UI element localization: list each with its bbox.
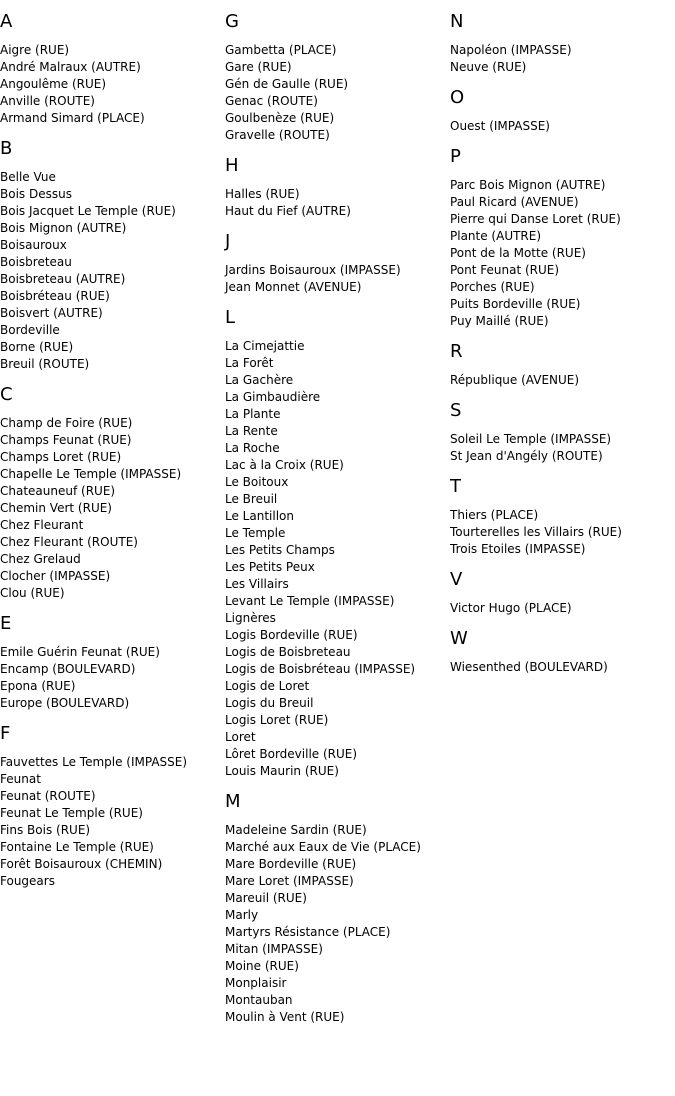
letter-section [450,629,675,676]
street-item: Borne (RUE) [0,340,74,354]
letter-heading: A [0,11,13,32]
street-item: Moulin à Vent (RUE) [225,1010,345,1024]
street-item: Madeleine Sardin (RUE) [225,823,367,837]
street-item: Logis de Boisbréteau (IMPASSE) [225,662,416,676]
street-list [450,659,675,676]
street-item: Logis de Boisbreteau [225,645,351,659]
street-list [0,644,225,712]
street-item: Jardins Boisauroux (IMPASSE) [225,263,401,277]
street-item: Loret [225,730,256,744]
letter-heading: T [450,476,461,497]
street-item: Pont de la Motte (RUE) [450,246,586,260]
street-list [225,262,450,296]
street-item: La Gimbaudière [225,390,321,404]
street-list [450,177,675,330]
street-item: La Forêt [225,356,274,370]
street-item: Feunat [0,772,41,786]
street-item: Victor Hugo (PLACE) [450,601,572,615]
street-item: La Plante [225,407,281,421]
street-item: Armand Simard (PLACE) [0,111,145,125]
street-item: Boisauroux [0,238,67,252]
letter-section [450,147,675,330]
street-item: Fontaine Le Temple (RUE) [0,840,154,854]
street-item: Le Temple [225,526,286,540]
street-item: Boisbreteau (AUTRE) [0,272,126,286]
letter-heading: B [0,138,13,159]
letter-section [0,614,225,712]
street-item: Mareuil (RUE) [225,891,307,905]
street-item: Goulbenèze (RUE) [225,111,335,125]
street-item: Chez Fleurant (ROUTE) [0,535,138,549]
letter-heading: M [225,791,241,812]
letter-heading: P [450,146,461,167]
street-item: Clocher (IMPASSE) [0,569,111,583]
street-item: Neuve (RUE) [450,60,527,74]
street-item: République (AVENUE) [450,373,580,387]
street-item: Boisbreteau [0,255,72,269]
street-list [0,415,225,602]
street-item: Le Boitoux [225,475,289,489]
street-item: Aigre (RUE) [0,43,70,57]
letter-heading: H [225,155,239,176]
street-item: Trois Etoiles (IMPASSE) [450,542,586,556]
street-item: Puy Maillé (RUE) [450,314,549,328]
street-item: Tourterelles les Villairs (RUE) [450,525,622,539]
street-item: Halles (RUE) [225,187,300,201]
street-item: La Roche [225,441,280,455]
letter-section [450,12,675,76]
letter-heading: J [225,231,231,252]
street-item: Clou (RUE) [0,586,65,600]
street-list [225,42,450,144]
street-item: Feunat Le Temple (RUE) [0,806,143,820]
street-item: Soleil Le Temple (IMPASSE) [450,432,612,446]
street-item: Wiesenthed (BOULEVARD) [450,660,608,674]
street-item: Chapelle Le Temple (IMPASSE) [0,467,182,481]
street-item: Angoulême (RUE) [0,77,107,91]
street-item: Bois Jacquet Le Temple (RUE) [0,204,176,218]
street-item: Forêt Boisauroux (CHEMIN) [0,857,163,871]
street-item: Napoléon (IMPASSE) [450,43,572,57]
street-list [225,338,450,780]
street-list [0,42,225,127]
street-list [0,169,225,373]
letter-section [0,724,225,890]
street-item: Genac (ROUTE) [225,94,318,108]
letter-section [0,12,225,127]
street-item: Fauvettes Le Temple (IMPASSE) [0,755,188,769]
street-item: Porches (RUE) [450,280,535,294]
street-item: Encamp (BOULEVARD) [0,662,136,676]
street-item: Feunat (ROUTE) [0,789,96,803]
street-list [450,118,675,135]
street-item: Bois Mignon (AUTRE) [0,221,127,235]
street-item: La Cimejattie [225,339,305,353]
index-column-3 [450,0,675,688]
street-item: Fins Bois (RUE) [0,823,91,837]
street-item: Mare Loret (IMPASSE) [225,874,354,888]
letter-section [450,477,675,558]
street-item: Logis Loret (RUE) [225,713,329,727]
letter-heading: G [225,11,239,32]
street-item: Champs Loret (RUE) [0,450,122,464]
street-item: Lac à la Croix (RUE) [225,458,344,472]
street-item: Gravelle (ROUTE) [225,128,330,142]
street-list [0,754,225,890]
letter-section [225,308,450,780]
street-item: Thiers (PLACE) [450,508,539,522]
letter-heading: C [0,384,13,405]
street-item: Gare (RUE) [225,60,292,74]
letter-section [225,156,450,220]
street-item: Haut du Fief (AUTRE) [225,204,351,218]
street-item: Chemin Vert (RUE) [0,501,112,515]
street-list [225,186,450,220]
street-item: Le Breuil [225,492,278,506]
street-item: Logis du Breuil [225,696,314,710]
street-item: Mare Bordeville (RUE) [225,857,357,871]
letter-heading: F [0,723,11,744]
street-item: André Malraux (AUTRE) [0,60,141,74]
letter-heading: O [450,87,465,108]
street-item: Levant Le Temple (IMPASSE) [225,594,395,608]
street-item: Chez Fleurant [0,518,84,532]
street-item: Martyrs Résistance (PLACE) [225,925,391,939]
street-item: Monplaisir [225,976,287,990]
street-item: La Gachère [225,373,294,387]
street-item: Jean Monnet (AVENUE) [225,280,362,294]
street-item: Logis de Loret [225,679,310,693]
street-item: Gén de Gaulle (RUE) [225,77,349,91]
street-item: Montauban [225,993,293,1007]
street-item: Chateauneuf (RUE) [0,484,116,498]
letter-section [450,342,675,389]
street-item: St Jean d'Angély (ROUTE) [450,449,603,463]
street-item: Breuil (ROUTE) [0,357,90,371]
street-list [450,507,675,558]
street-item: Les Petits Peux [225,560,315,574]
index-column-2 [225,0,450,1038]
street-item: Lignères [225,611,276,625]
street-item: Le Lantillon [225,509,294,523]
letter-heading: V [450,569,463,590]
street-item: Moine (RUE) [225,959,299,973]
street-item: Chez Grelaud [0,552,81,566]
street-item: Bois Dessus [0,187,72,201]
street-item: Parc Bois Mignon (AUTRE) [450,178,606,192]
letter-section [225,12,450,144]
street-item: Pont Feunat (RUE) [450,263,560,277]
street-item: Les Villairs [225,577,289,591]
street-item: Europe (BOULEVARD) [0,696,130,710]
letter-heading: E [0,613,12,634]
street-item: Gambetta (PLACE) [225,43,337,57]
street-item: Fougears [0,874,55,888]
street-item: Epona (RUE) [0,679,76,693]
street-list [450,431,675,465]
letter-section [225,232,450,296]
letter-heading: L [225,307,236,328]
street-item: Louis Maurin (RUE) [225,764,339,778]
street-item: Champ de Foire (RUE) [0,416,133,430]
street-item: Logis Bordeville (RUE) [225,628,358,642]
street-item: Lôret Bordeville (RUE) [225,747,358,761]
street-item: Boisbréteau (RUE) [0,289,110,303]
letter-heading: N [450,11,464,32]
street-item: Mitan (IMPASSE) [225,942,323,956]
letter-section [450,401,675,465]
street-list [225,822,450,1026]
letter-section [225,792,450,1026]
index-column-1 [0,0,225,902]
street-list [450,42,675,76]
street-item: La Rente [225,424,278,438]
street-item: Marly [225,908,259,922]
street-list [450,600,675,617]
street-item: Puits Bordeville (RUE) [450,297,581,311]
street-item: Les Petits Champs [225,543,335,557]
letter-heading: S [450,400,462,421]
street-item: Ouest (IMPASSE) [450,119,550,133]
street-list [450,372,675,389]
street-item: Belle Vue [0,170,56,184]
letter-heading: W [450,628,468,649]
street-item: Pierre qui Danse Loret (RUE) [450,212,621,226]
letter-heading: R [450,341,463,362]
street-item: Champs Feunat (RUE) [0,433,132,447]
street-item: Marché aux Eaux de Vie (PLACE) [225,840,421,854]
letter-section [450,570,675,617]
letter-section [0,139,225,373]
letter-section [0,385,225,602]
street-item: Anville (ROUTE) [0,94,95,108]
street-item: Bordeville [0,323,60,337]
street-item: Boisvert (AUTRE) [0,306,103,320]
letter-section [450,88,675,135]
street-item: Emile Guérin Feunat (RUE) [0,645,160,659]
street-item: Plante (AUTRE) [450,229,542,243]
street-item: Paul Ricard (AVENUE) [450,195,579,209]
